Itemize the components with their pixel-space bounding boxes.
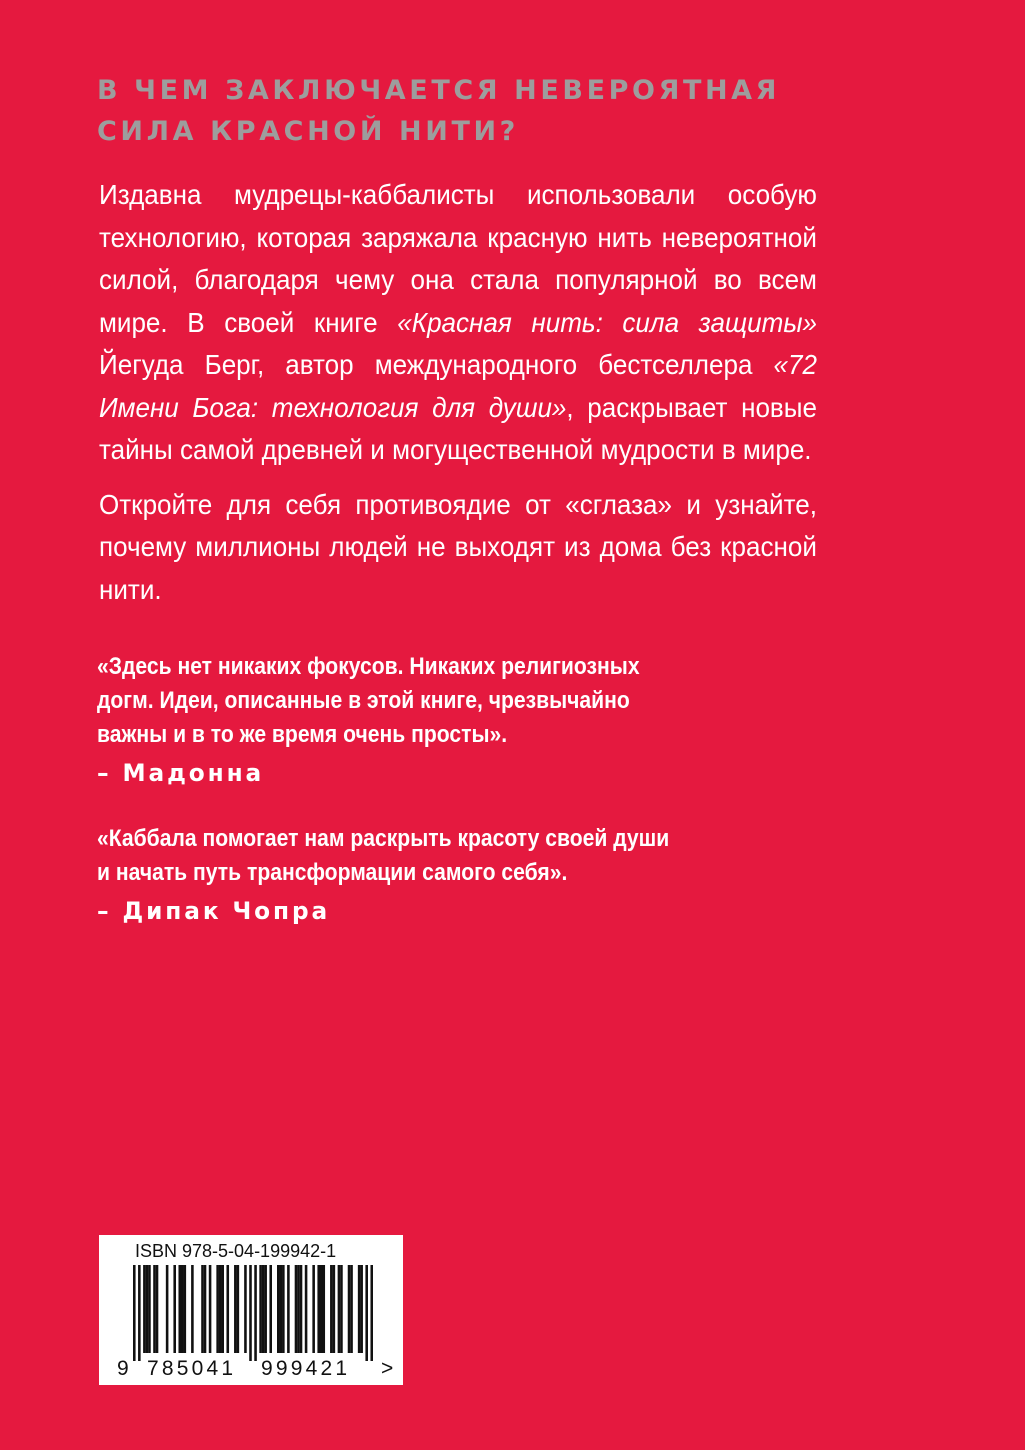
barcode-bar — [295, 1265, 298, 1353]
barcode-bar — [360, 1265, 363, 1353]
quote-1-line-2: догм. Идеи, описанные в этой книге, чрезвычайно — [97, 687, 630, 714]
barcode-bar — [277, 1265, 280, 1353]
quote-1-line-3: важны и в то же время очень просты». — [97, 721, 508, 748]
cover-heading — [97, 70, 857, 152]
barcode-bar — [297, 1265, 300, 1353]
cover-heading-line-2: СИЛА КРАСНОЙ НИТИ? — [97, 116, 519, 147]
barcode-bars — [133, 1265, 373, 1361]
barcode-bar — [244, 1265, 247, 1353]
barcode-bar — [153, 1265, 156, 1353]
barcode-digits — [99, 1357, 403, 1383]
barcode-bar — [166, 1265, 169, 1353]
barcode-bar — [300, 1265, 303, 1353]
barcode-bar — [148, 1265, 151, 1353]
barcode-bar — [201, 1265, 204, 1353]
quote-2-author: – Дипак Чопра — [97, 897, 331, 925]
barcode-bar — [191, 1265, 194, 1353]
paragraph-1-part-2: Йегуда Берг, автор международного бестселлера — [99, 349, 774, 380]
barcode-bar — [317, 1265, 320, 1353]
barcode-bar — [269, 1265, 272, 1353]
barcode-bar — [181, 1265, 184, 1353]
barcode-guard-bar — [254, 1265, 257, 1361]
cover-description — [99, 174, 817, 623]
barcode-bar — [350, 1265, 353, 1353]
barcode-guard-bar — [133, 1265, 136, 1361]
barcode-bar — [322, 1265, 325, 1353]
barcode-bar — [219, 1265, 222, 1353]
description-paragraph-1 — [99, 174, 817, 472]
isbn-barcode — [99, 1235, 403, 1385]
barcode-bar — [358, 1265, 361, 1353]
quote-1-text — [97, 650, 731, 752]
barcode-bar — [143, 1265, 146, 1353]
barcode-bar — [262, 1265, 265, 1353]
quote-2-line-1: «Каббала помогает нам раскрыть красоту своей души — [97, 825, 670, 852]
quote-1-author: – Мадонна — [97, 759, 265, 787]
barcode-right-group: 999421 — [261, 1357, 351, 1380]
barcode-bar — [333, 1265, 336, 1353]
barcode-bar — [312, 1265, 315, 1353]
barcode-bar — [330, 1265, 333, 1353]
paragraph-1-part-3: , раскрывает новые тайны самой древней и могущественной мудрости в мире. — [99, 391, 817, 465]
description-paragraph-2: Откройте для себя противоядие от «сглаза» и узнайте, почему миллионы людей не выходят из дома без красной нити. — [99, 488, 817, 605]
barcode-bar — [234, 1265, 237, 1353]
barcode-guard-bar — [249, 1265, 252, 1361]
barcode-guard-bar — [365, 1265, 368, 1361]
barcode-bar — [184, 1265, 187, 1353]
barcode-bar — [204, 1265, 207, 1353]
barcode-bar — [259, 1265, 262, 1353]
testimonial-quote-1 — [97, 650, 731, 790]
barcode-bar — [209, 1265, 212, 1353]
testimonial-quote-2 — [97, 822, 731, 928]
barcode-bar — [146, 1265, 149, 1353]
barcode-bar — [287, 1265, 290, 1353]
quote-1-line-1: «Здесь нет никаких фокусов. Никаких религиозных — [97, 653, 640, 680]
barcode-first-digit: 9 — [117, 1357, 129, 1380]
barcode-quiet-zone-arrow: > — [381, 1357, 394, 1380]
barcode-bar — [221, 1265, 224, 1353]
barcode-bar — [237, 1265, 240, 1353]
barcode-bar — [156, 1265, 159, 1353]
barcode-bar — [348, 1265, 351, 1353]
barcode-bar — [226, 1265, 229, 1353]
barcode-bar — [340, 1265, 343, 1353]
barcode-left-group: 785041 — [147, 1357, 237, 1380]
barcode-bar — [216, 1265, 219, 1353]
barcode-bar — [305, 1265, 308, 1353]
barcode-bar — [282, 1265, 285, 1353]
barcode-bar — [280, 1265, 283, 1353]
barcode-bar — [173, 1265, 176, 1353]
bestseller-title-ref: «72 Имени Бога: технология для души» — [99, 349, 817, 423]
quote-2-text — [97, 822, 731, 890]
cover-heading-line-1: В ЧЕМ ЗАКЛЮЧАЕТСЯ НЕВЕРОЯТНАЯ — [97, 75, 781, 106]
paragraph-1-part-1: Издавна мудрецы-каббалисты использовали особую технологию, которая заряжала красную нить невероятной силой, благодаря чему она стала популярной во всем мире. В своей книге — [99, 179, 817, 338]
book-title-ref: «Красная нить: сила защиты» — [397, 306, 817, 338]
barcode-bar — [338, 1265, 341, 1353]
barcode-bar — [178, 1265, 181, 1353]
barcode-guard-bar — [370, 1265, 373, 1361]
barcode-bar — [264, 1265, 267, 1353]
quote-2-line-2: и начать путь трансформации самого себя». — [97, 859, 568, 886]
isbn-number: ISBN 978-5-04-199942-1 — [135, 1241, 337, 1261]
barcode-bar — [320, 1265, 323, 1353]
barcode-guard-bar — [138, 1265, 141, 1361]
